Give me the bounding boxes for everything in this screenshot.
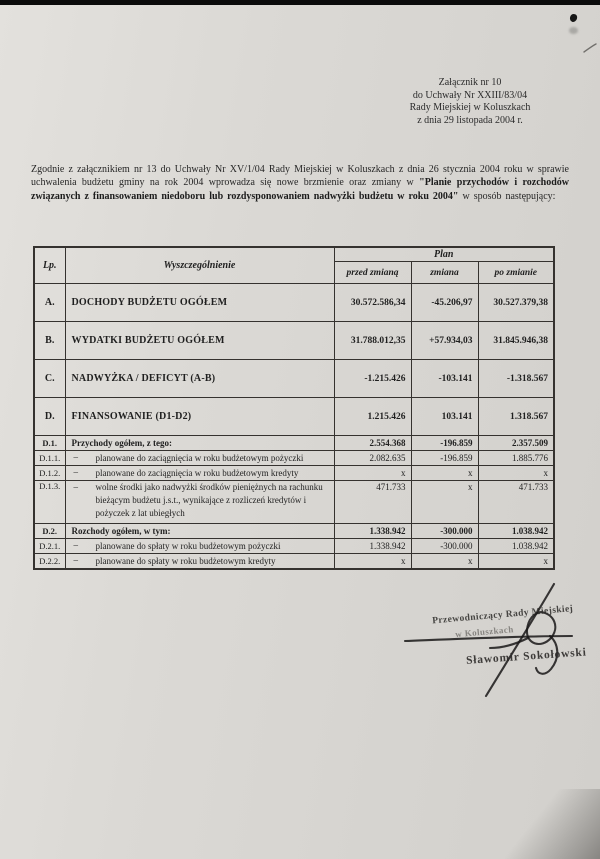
ink-dot-artifact xyxy=(569,13,578,23)
table-row-d2 xyxy=(34,524,554,539)
chairman-stamp-name: Sławomir Sokołowski xyxy=(465,646,588,667)
chairman-stamp-location: w Koluszkach xyxy=(454,624,515,640)
budget-table xyxy=(33,246,555,570)
cell-label-text: planowane do spłaty w roku budżetowym pożyczki xyxy=(95,540,281,551)
table-row-c xyxy=(34,360,554,398)
list-dash: – xyxy=(73,555,78,565)
table-row-d21 xyxy=(34,539,554,554)
cell-label xyxy=(65,539,334,554)
cell-after: x xyxy=(478,466,554,481)
cell-lp: A. xyxy=(34,284,65,322)
cell-after: 1.318.567 xyxy=(478,398,554,436)
cell-label: Przychody ogółem, z tego: xyxy=(65,436,334,451)
cell-before: x xyxy=(334,554,411,570)
table-row-d22 xyxy=(34,554,554,570)
cell-label xyxy=(65,451,334,466)
cell-after: -1.318.567 xyxy=(478,360,554,398)
list-dash: – xyxy=(73,467,78,477)
list-dash: – xyxy=(73,452,78,462)
table-row-a xyxy=(34,284,554,322)
cell-label: NADWYŻKA / DEFICYT (A-B) xyxy=(65,360,334,398)
cell-lp: D.1. xyxy=(34,436,65,451)
header-before-change: przed zmianą xyxy=(334,262,411,284)
cell-before: x xyxy=(334,466,411,481)
attachment-line: z dnia 29 listopada 2004 r. xyxy=(417,114,523,126)
cell-before: 1.338.942 xyxy=(334,524,411,539)
header-plan: Plan xyxy=(334,247,554,262)
cell-before: 31.788.012,35 xyxy=(334,322,411,360)
table-row-d xyxy=(34,398,554,436)
cell-change: -300.000 xyxy=(411,539,478,554)
list-dash: – xyxy=(73,482,78,492)
cell-before: 1.338.942 xyxy=(334,539,411,554)
cell-after: 1.038.942 xyxy=(478,539,554,554)
header-lp: Lp. xyxy=(34,247,65,284)
cell-change: x xyxy=(411,481,478,524)
cell-change: -45.206,97 xyxy=(411,284,478,322)
cell-label xyxy=(65,481,334,524)
cell-lp: D.2.2. xyxy=(34,554,65,570)
scan-edge-bar xyxy=(0,0,600,5)
header-name: Wyszczególnienie xyxy=(65,247,334,284)
list-dash: – xyxy=(73,540,78,550)
attachment-line: Rady Miejskiej w Koluszkach xyxy=(409,102,531,113)
cell-after: 1.885.776 xyxy=(478,451,554,466)
table-header-row-1 xyxy=(34,247,554,262)
smudge-artifact xyxy=(569,27,578,34)
cell-after: 471.733 xyxy=(478,481,554,524)
header-change: zmiana xyxy=(411,262,478,284)
cell-label-text: planowane do zaciągnięcia w roku budżetowym pożyczki xyxy=(95,452,304,463)
cell-lp: D.1.1. xyxy=(34,451,65,466)
cell-lp: D.1.2. xyxy=(34,466,65,481)
pen-mark-artifact xyxy=(583,43,597,53)
cell-label-text: planowane do zaciągnięcia w roku budżetowym kredyty xyxy=(95,467,299,478)
cell-label xyxy=(65,466,334,481)
cell-change: x xyxy=(411,554,478,570)
cell-change: -196.859 xyxy=(411,436,478,451)
cell-label: WYDATKI BUDŻETU OGÓŁEM xyxy=(65,322,334,360)
cell-label-text: wolne środki jako nadwyżki środków pieniężnych na rachunku bieżącym budżetu j.s.t., wynikające z rozliczeń kredytów i pożyczek z lat ubiegłych xyxy=(95,482,323,518)
cell-change: +57.934,03 xyxy=(411,322,478,360)
cell-label: DOCHODY BUDŻETU OGÓŁEM xyxy=(65,284,334,322)
intro-text-closing: w sposób następujący: xyxy=(458,190,556,202)
cell-after: 30.527.379,38 xyxy=(478,284,554,322)
cell-lp: B. xyxy=(34,322,65,360)
page-corner-shadow xyxy=(440,789,600,859)
signature-block xyxy=(370,572,600,722)
cell-before: 1.215.426 xyxy=(334,398,411,436)
cell-lp: D.1.3. xyxy=(34,481,65,524)
cell-after: 1.038.942 xyxy=(478,524,554,539)
table-row-d11 xyxy=(34,451,554,466)
cell-lp: C. xyxy=(34,360,65,398)
cell-before: 471.733 xyxy=(334,481,411,524)
cell-change: -300.000 xyxy=(411,524,478,539)
cell-before: 30.572.586,34 xyxy=(334,284,411,322)
cell-lp: D.2. xyxy=(34,524,65,539)
cell-label: FINANSOWANIE (D1-D2) xyxy=(65,398,334,436)
attachment-line: Załącznik nr 10 xyxy=(438,77,502,88)
cell-after: 31.845.946,38 xyxy=(478,322,554,360)
cell-change: -103.141 xyxy=(411,360,478,398)
cell-change: 103.141 xyxy=(411,398,478,436)
cell-after: x xyxy=(478,554,554,570)
table-row-d13 xyxy=(34,481,554,524)
intro-paragraph xyxy=(31,163,569,203)
cell-label xyxy=(65,554,334,570)
attachment-header xyxy=(384,77,556,127)
table-row-b xyxy=(34,322,554,360)
cell-before: 2.082.635 xyxy=(334,451,411,466)
cell-change: x xyxy=(411,466,478,481)
cell-after: 2.357.509 xyxy=(478,436,554,451)
cell-label-text: planowane do spłaty w roku budżetowym kredyty xyxy=(95,555,276,566)
cell-lp: D. xyxy=(34,398,65,436)
attachment-line: do Uchwały Nr XXIII/83/04 xyxy=(412,89,528,101)
cell-label: Rozchody ogółem, w tym: xyxy=(65,524,334,539)
table-row-d12 xyxy=(34,466,554,481)
cell-before: -1.215.426 xyxy=(334,360,411,398)
cell-lp: D.2.1. xyxy=(34,539,65,554)
intro-text-bold: "Planie przychodów i rozchodów związanych z finansowaniem niedoboru lub rozdysponowaniem nadwyżki budżetu w roku 2004" xyxy=(31,177,569,202)
cell-change: -196.859 xyxy=(411,451,478,466)
header-after-change: po zmianie xyxy=(478,262,554,284)
chairman-stamp-title: Przewodniczący Rady Miejskiej xyxy=(431,604,574,627)
cell-before: 2.554.368 xyxy=(334,436,411,451)
intro-text-regular: Zgodnie z załącznikiem nr 13 do Uchwały Nr XV/1/04 Rady Miejskiej w Koluszkach z dnia 26 stycznia 2004 roku w sprawie uchwalenia budżetu gminy na rok 2004 wprowadza się nowe brzmienie oraz zmiany w xyxy=(31,164,569,189)
table-row-d1 xyxy=(34,436,554,451)
